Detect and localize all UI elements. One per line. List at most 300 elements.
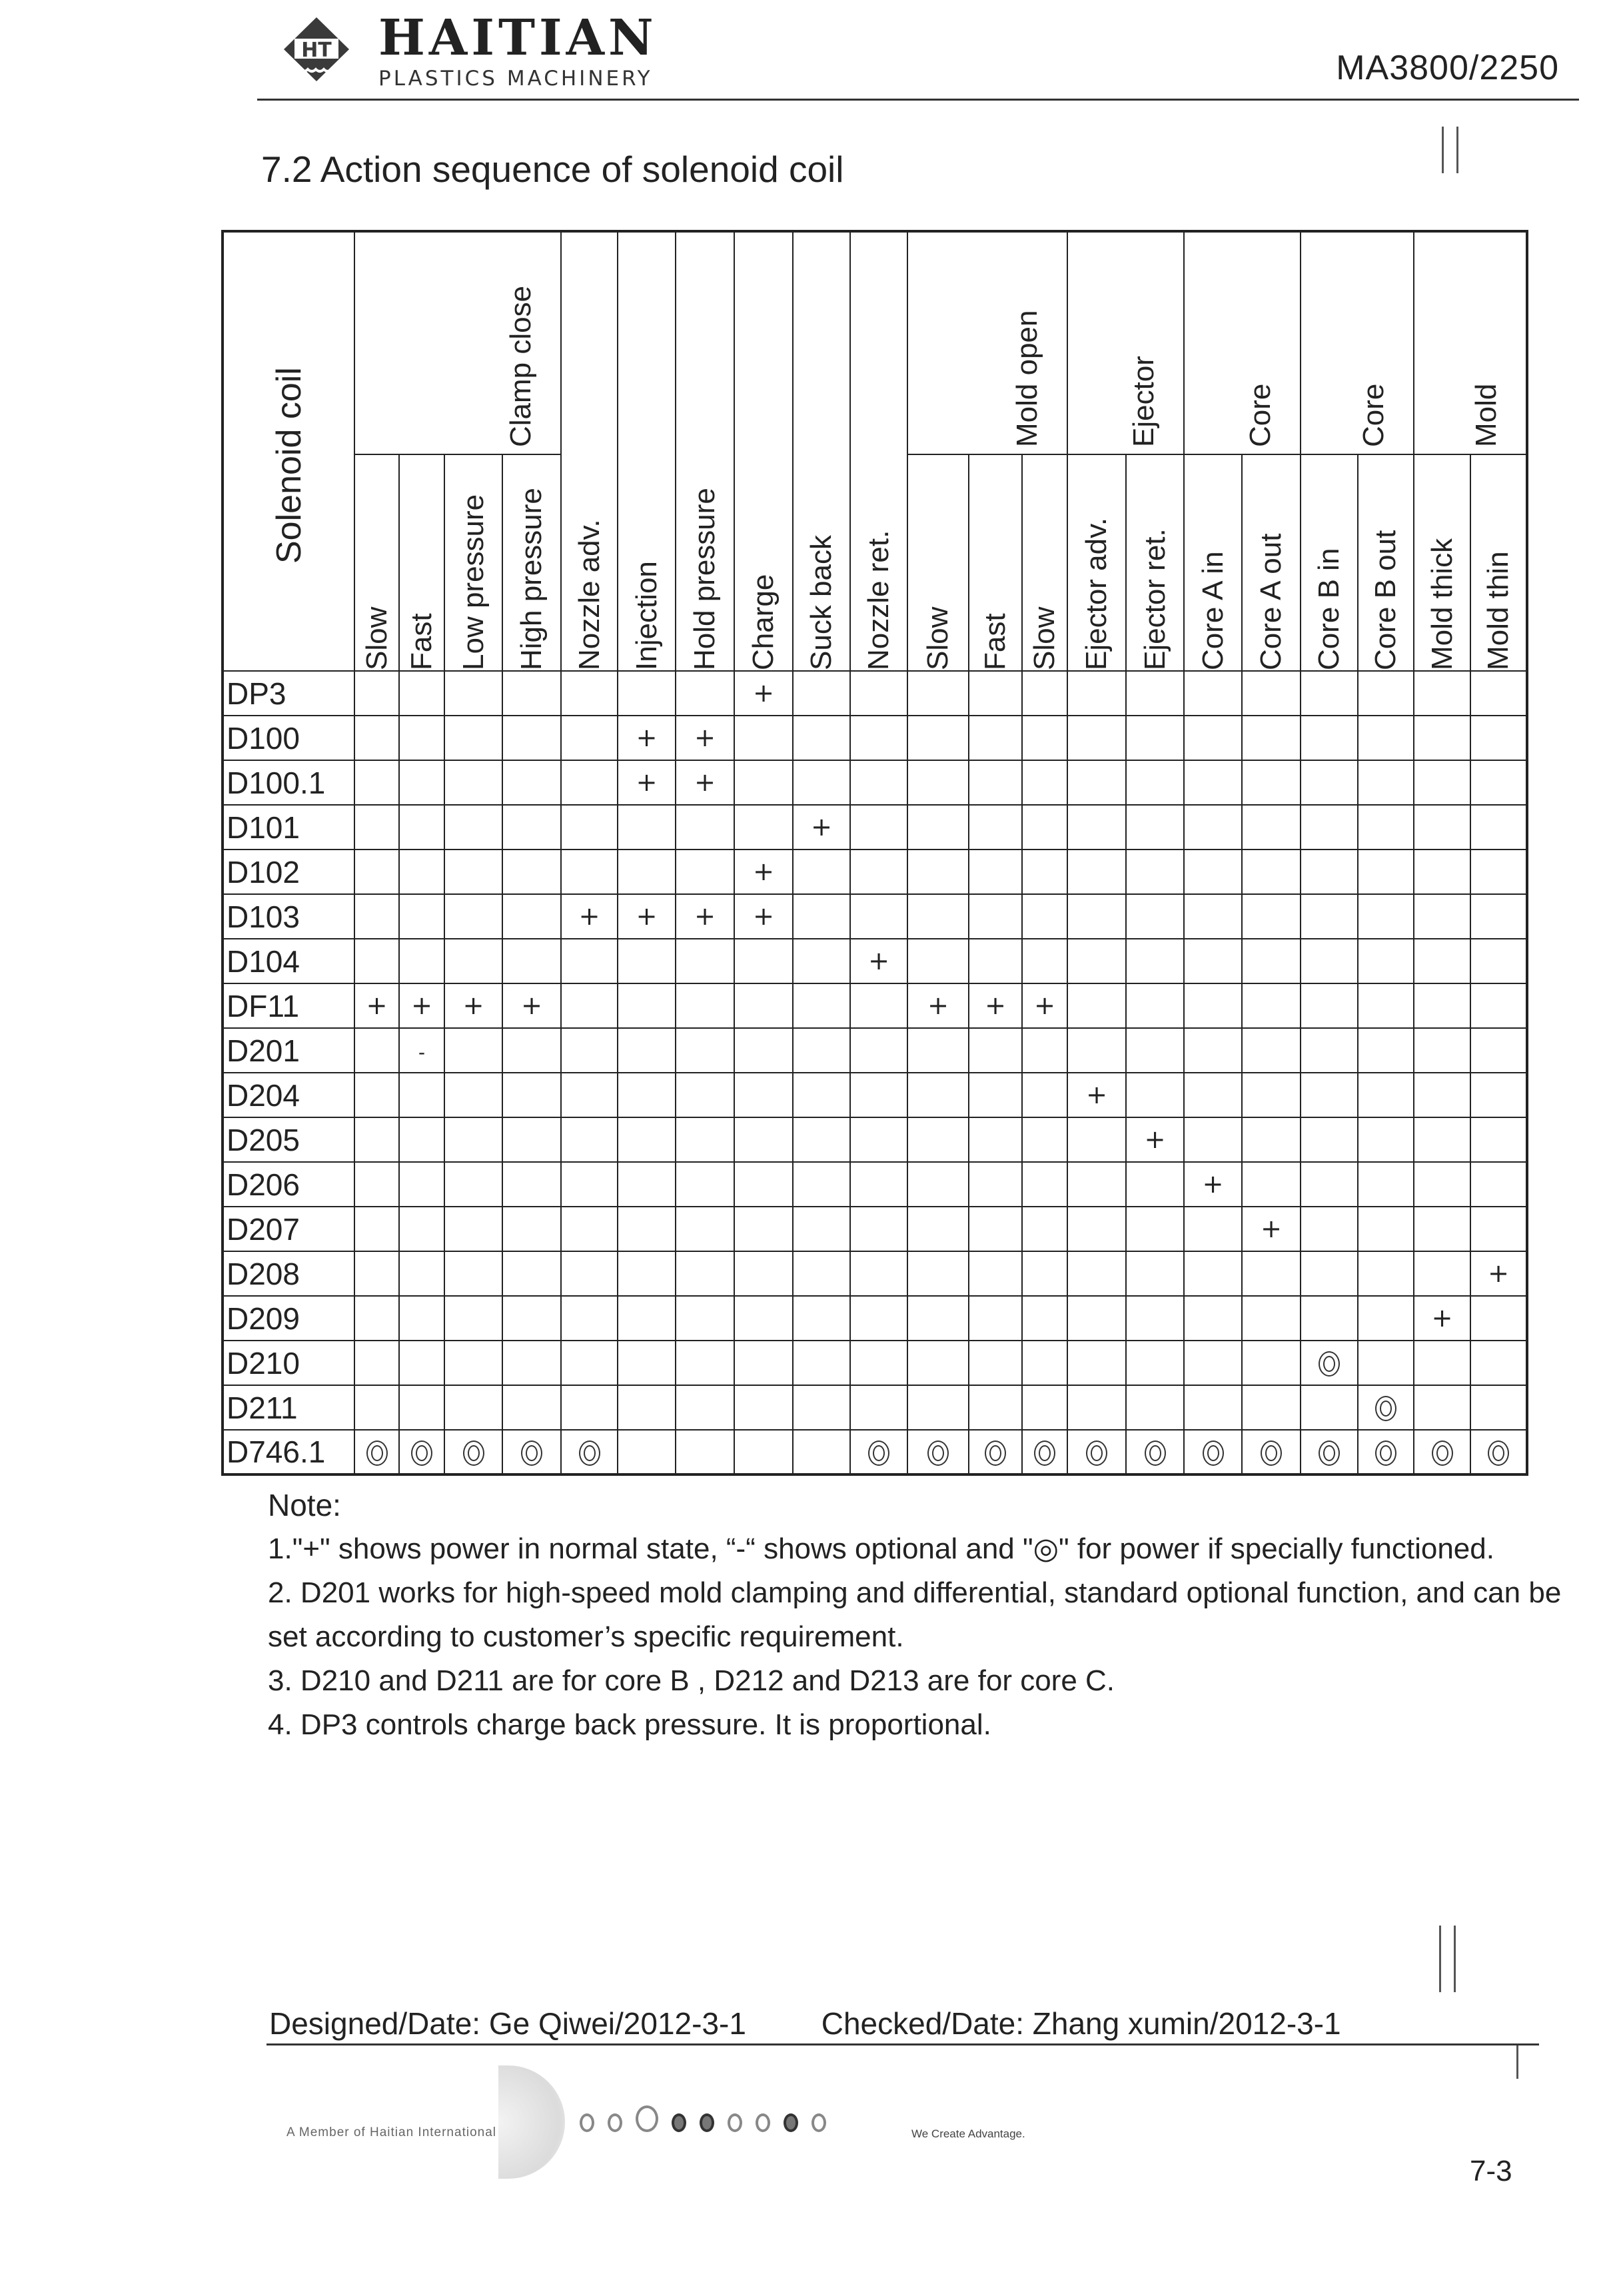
coil-label: DP3 <box>223 671 354 716</box>
sequence-cell <box>399 894 444 939</box>
sequence-cell <box>1022 894 1067 939</box>
sequence-cell <box>676 1341 734 1385</box>
sequence-cell <box>1470 850 1527 894</box>
sequence-cell <box>1242 671 1301 716</box>
column-header-label: Ejector ret. <box>1138 528 1171 670</box>
sequence-cell <box>1414 939 1470 983</box>
sequence-cell <box>1184 939 1242 983</box>
sequence-cell <box>907 1385 969 1430</box>
sequence-cell <box>502 1028 561 1073</box>
table-row <box>223 1073 1527 1117</box>
double-circle-symbol <box>1034 1440 1055 1466</box>
sequence-cell <box>399 1341 444 1385</box>
sequence-cell <box>444 805 502 850</box>
plus-symbol: + <box>636 723 658 752</box>
page-number: 7-3 <box>1470 2155 1512 2187</box>
sequence-cell <box>907 1251 969 1296</box>
sequence-cell <box>969 1117 1022 1162</box>
sequence-cell <box>354 983 399 1028</box>
sequence-cell <box>354 939 399 983</box>
sequence-cell <box>399 1430 444 1474</box>
sequence-cell <box>969 939 1022 983</box>
sequence-cell <box>850 716 907 760</box>
sequence-cell <box>1242 894 1301 939</box>
plus-symbol: + <box>1261 1214 1282 1243</box>
double-circle-symbol <box>411 1440 432 1466</box>
sequence-cell <box>1184 1073 1242 1117</box>
sequence-cell <box>1301 894 1358 939</box>
scan-artifact <box>1454 1926 1456 1992</box>
coil-label: D204 <box>223 1073 354 1117</box>
sequence-cell <box>618 760 676 805</box>
sequence-cell <box>1022 1117 1067 1162</box>
plus-symbol: + <box>366 991 388 1020</box>
sequence-cell <box>793 894 850 939</box>
sequence-cell <box>444 1073 502 1117</box>
sequence-cell <box>1470 1385 1527 1430</box>
coil-label: D205 <box>223 1117 354 1162</box>
table-row <box>223 760 1527 805</box>
sequence-cell <box>1301 1207 1358 1251</box>
sequence-cell <box>676 1162 734 1207</box>
column-header-label: Slow <box>360 606 393 670</box>
sequence-cell <box>1184 1251 1242 1296</box>
sequence-cell <box>1022 1028 1067 1073</box>
sequence-cell <box>444 850 502 894</box>
sequence-cell <box>1358 1296 1414 1341</box>
sequence-cell <box>618 939 676 983</box>
sequence-cell <box>1358 1341 1414 1385</box>
column-header <box>1414 454 1470 671</box>
sequence-cell <box>850 1430 907 1474</box>
sequence-cell <box>969 1162 1022 1207</box>
sequence-cell <box>1358 1207 1414 1251</box>
sequence-cell <box>734 1341 793 1385</box>
column-header <box>1358 454 1414 671</box>
plus-symbol: + <box>868 946 889 975</box>
sequence-cell <box>502 894 561 939</box>
sequence-cell <box>1022 983 1067 1028</box>
scan-artifact <box>1442 127 1444 173</box>
sequence-cell <box>618 1117 676 1162</box>
sequence-cell <box>354 716 399 760</box>
sequence-cell <box>676 1207 734 1251</box>
sequence-cell <box>793 1207 850 1251</box>
sequence-cell <box>1022 1296 1067 1341</box>
sequence-cell <box>734 1162 793 1207</box>
sequence-cell <box>354 1296 399 1341</box>
coil-label: D100 <box>223 716 354 760</box>
double-circle-symbol <box>1375 1396 1396 1421</box>
sequence-cell <box>399 1207 444 1251</box>
sequence-cell <box>1126 1073 1184 1117</box>
sequence-cell <box>561 1162 618 1207</box>
sequence-cell <box>850 805 907 850</box>
sequence-cell <box>354 1073 399 1117</box>
sequence-cell <box>1242 1207 1301 1251</box>
sequence-cell <box>1022 1207 1067 1251</box>
sequence-cell <box>1301 1117 1358 1162</box>
sequence-cell <box>354 894 399 939</box>
sequence-cell <box>969 983 1022 1028</box>
sequence-cell <box>561 1207 618 1251</box>
sequence-cell <box>793 1251 850 1296</box>
sequence-cell <box>969 1296 1022 1341</box>
sequence-cell <box>1126 894 1184 939</box>
sequence-cell <box>1301 1341 1358 1385</box>
sequence-cell <box>618 894 676 939</box>
sequence-cell <box>618 983 676 1028</box>
sequence-cell <box>444 760 502 805</box>
sequence-cell <box>907 805 969 850</box>
column-header <box>1301 454 1358 671</box>
sequence-cell <box>1067 1251 1126 1296</box>
group-header-label: Mold <box>1470 383 1503 447</box>
sequence-cell <box>1022 1162 1067 1207</box>
sequence-cell <box>850 1385 907 1430</box>
sequence-cell <box>793 805 850 850</box>
sequence-cell <box>1022 850 1067 894</box>
column-header-label: Slow <box>1028 606 1061 670</box>
sequence-cell <box>354 671 399 716</box>
sequence-cell <box>793 1028 850 1073</box>
group-header <box>1184 231 1301 454</box>
sequence-cell <box>1242 1117 1301 1162</box>
sequence-cell <box>561 1430 618 1474</box>
sequence-cell <box>1184 805 1242 850</box>
double-circle-symbol <box>1086 1440 1107 1466</box>
person-icon <box>756 2113 770 2132</box>
sequence-cell <box>793 1117 850 1162</box>
sequence-cell <box>354 760 399 805</box>
sequence-cell <box>734 983 793 1028</box>
sequence-cell <box>1184 716 1242 760</box>
sequence-cell <box>1126 1296 1184 1341</box>
sequence-cell <box>1126 1385 1184 1430</box>
sequence-cell <box>1067 671 1126 716</box>
double-circle-symbol <box>579 1440 600 1466</box>
person-icon <box>700 2113 714 2132</box>
sequence-cell <box>1067 1296 1126 1341</box>
sequence-cell <box>1470 983 1527 1028</box>
group-header <box>1301 231 1414 454</box>
sequence-cell <box>793 1162 850 1207</box>
sequence-cell <box>1358 1073 1414 1117</box>
sequence-cell <box>561 760 618 805</box>
column-header-label: Core B in <box>1313 548 1346 670</box>
sequence-cell <box>1470 671 1527 716</box>
person-icon <box>636 2105 658 2132</box>
sequence-cell <box>734 1385 793 1430</box>
sequence-cell <box>793 1296 850 1341</box>
column-header <box>1184 454 1242 671</box>
person-icon <box>728 2113 742 2132</box>
sequence-cell <box>1301 1385 1358 1430</box>
coil-label: DF11 <box>223 983 354 1028</box>
sequence-cell <box>969 716 1022 760</box>
sequence-cell <box>676 805 734 850</box>
people-icons <box>580 2105 826 2132</box>
table-row <box>223 671 1527 716</box>
sequence-cell <box>399 1251 444 1296</box>
column-header <box>444 454 502 671</box>
signoff-divider <box>267 2043 1539 2045</box>
sequence-cell <box>1242 983 1301 1028</box>
column-header-label: Fast <box>405 613 438 670</box>
sequence-cell <box>676 894 734 939</box>
sequence-cell <box>734 1028 793 1073</box>
column-header <box>1242 454 1301 671</box>
sequence-cell <box>618 1162 676 1207</box>
column-header-label: Fast <box>979 613 1011 670</box>
sequence-cell <box>1184 1207 1242 1251</box>
sequence-cell <box>399 671 444 716</box>
sequence-cell <box>1242 1251 1301 1296</box>
column-header <box>793 231 850 671</box>
plus-symbol: + <box>694 768 716 797</box>
sequence-cell <box>850 760 907 805</box>
double-circle-symbol <box>1261 1440 1282 1466</box>
sequence-cell <box>969 760 1022 805</box>
table-row <box>223 1296 1527 1341</box>
sequence-cell <box>1242 716 1301 760</box>
sequence-cell <box>793 983 850 1028</box>
sequence-cell <box>1414 1117 1470 1162</box>
double-circle-symbol <box>521 1440 542 1466</box>
scan-artifact <box>1516 2045 1518 2079</box>
column-header-label: Mold thin <box>1482 551 1515 670</box>
sequence-cell <box>1126 1162 1184 1207</box>
sequence-cell <box>1358 1430 1414 1474</box>
person-icon <box>608 2113 622 2132</box>
sequence-cell <box>561 805 618 850</box>
sequence-cell <box>1470 1251 1527 1296</box>
sequence-cell <box>399 760 444 805</box>
sequence-cell <box>618 1430 676 1474</box>
sequence-cell <box>1242 1341 1301 1385</box>
column-header-label: Core B out <box>1369 530 1402 670</box>
sequence-cell <box>502 805 561 850</box>
sequence-cell <box>734 894 793 939</box>
sequence-cell <box>1184 983 1242 1028</box>
sequence-cell <box>618 850 676 894</box>
column-header-label: Core A out <box>1255 533 1288 670</box>
sequence-cell <box>561 939 618 983</box>
sequence-cell <box>1184 760 1242 805</box>
sequence-cell <box>618 1296 676 1341</box>
sequence-cell <box>399 850 444 894</box>
sequence-cell <box>676 760 734 805</box>
sequence-cell <box>1022 760 1067 805</box>
coil-label: D102 <box>223 850 354 894</box>
sequence-cell <box>444 1207 502 1251</box>
sequence-cell <box>444 983 502 1028</box>
plus-symbol: + <box>811 812 832 842</box>
solenoid-sequence-table <box>221 230 1528 1476</box>
coil-label: D101 <box>223 805 354 850</box>
sequence-cell <box>1414 760 1470 805</box>
sequence-cell <box>1301 850 1358 894</box>
sequence-cell <box>1067 1028 1126 1073</box>
sequence-cell <box>561 1251 618 1296</box>
coil-label: D209 <box>223 1296 354 1341</box>
sequence-cell <box>1358 716 1414 760</box>
sequence-cell <box>734 805 793 850</box>
sequence-cell <box>1126 939 1184 983</box>
sequence-cell <box>1184 1341 1242 1385</box>
sequence-cell <box>1414 850 1470 894</box>
coil-label: D100.1 <box>223 760 354 805</box>
table-row <box>223 1341 1527 1385</box>
sequence-cell <box>1126 671 1184 716</box>
sequence-cell <box>354 805 399 850</box>
double-circle-symbol <box>1319 1351 1340 1377</box>
sequence-cell <box>734 850 793 894</box>
table-row <box>223 1117 1527 1162</box>
sequence-cell <box>618 716 676 760</box>
sequence-cell <box>969 850 1022 894</box>
sequence-cell <box>1126 1028 1184 1073</box>
plus-symbol: + <box>411 991 432 1020</box>
designed-by: Designed/Date: Ge Qiwei/2012-3-1 <box>269 2006 746 2041</box>
sequence-cell <box>1022 1251 1067 1296</box>
column-header <box>502 454 561 671</box>
sequence-cell <box>850 1028 907 1073</box>
sequence-cell <box>1414 1430 1470 1474</box>
sequence-cell <box>676 850 734 894</box>
sequence-cell <box>1022 1341 1067 1385</box>
globe-graphic <box>498 2065 565 2179</box>
sequence-cell <box>1414 671 1470 716</box>
sequence-cell <box>502 671 561 716</box>
sequence-cell <box>561 894 618 939</box>
sequence-cell <box>850 1073 907 1117</box>
plus-symbol: + <box>985 991 1006 1020</box>
sequence-cell <box>354 1117 399 1162</box>
sequence-cell <box>850 939 907 983</box>
sequence-cell <box>1414 1385 1470 1430</box>
sequence-cell <box>444 1385 502 1430</box>
sequence-cell <box>734 671 793 716</box>
plus-symbol: + <box>694 901 716 931</box>
double-circle-symbol <box>1319 1440 1340 1466</box>
sequence-cell <box>907 1117 969 1162</box>
double-circle-symbol <box>1203 1440 1224 1466</box>
sequence-cell <box>1242 1430 1301 1474</box>
sequence-cell <box>676 1073 734 1117</box>
double-circle-symbol <box>1375 1440 1396 1466</box>
group-header-label: Clamp close <box>504 285 537 447</box>
sequence-cell <box>502 1251 561 1296</box>
sequence-cell <box>618 671 676 716</box>
sequence-cell <box>1470 1073 1527 1117</box>
plus-symbol: + <box>636 768 658 797</box>
coil-label: D210 <box>223 1341 354 1385</box>
sequence-cell <box>1358 671 1414 716</box>
column-header-label: Slow <box>921 606 954 670</box>
column-header-label: Hold pressure <box>688 488 721 670</box>
double-circle-symbol <box>1432 1440 1453 1466</box>
sequence-cell <box>850 1117 907 1162</box>
sequence-cell <box>1242 1028 1301 1073</box>
sequence-cell <box>444 1296 502 1341</box>
sequence-cell <box>969 894 1022 939</box>
sequence-cell <box>1470 760 1527 805</box>
sequence-cell <box>1242 850 1301 894</box>
sequence-cell <box>676 1251 734 1296</box>
sequence-cell <box>907 716 969 760</box>
sequence-cell <box>907 1430 969 1474</box>
sequence-cell <box>1242 1073 1301 1117</box>
corner-label: Solenoid coil <box>269 367 308 564</box>
column-header-label: Nozzle ret. <box>862 530 895 670</box>
member-text: A Member of Haitian International <box>286 2125 496 2139</box>
sequence-cell <box>1414 1207 1470 1251</box>
sequence-cell <box>734 1073 793 1117</box>
sequence-cell <box>1301 939 1358 983</box>
sequence-cell <box>502 1117 561 1162</box>
note-item: 4. DP3 controls charge back pressure. It is proportional. <box>268 1708 991 1741</box>
sequence-cell <box>1126 850 1184 894</box>
double-circle-symbol <box>985 1440 1006 1466</box>
sequence-cell <box>1301 1251 1358 1296</box>
sequence-cell <box>793 1430 850 1474</box>
sequence-cell <box>1301 671 1358 716</box>
plus-symbol: + <box>927 991 949 1020</box>
column-header <box>1126 454 1184 671</box>
sequence-cell <box>850 671 907 716</box>
double-circle-symbol <box>366 1440 388 1466</box>
double-circle-symbol <box>1488 1440 1509 1466</box>
sequence-cell <box>1301 805 1358 850</box>
sequence-cell <box>850 894 907 939</box>
sequence-cell <box>444 1430 502 1474</box>
plus-symbol: + <box>753 901 774 931</box>
sequence-cell <box>793 760 850 805</box>
group-header-label: Core <box>1244 383 1277 447</box>
sequence-cell <box>1414 1296 1470 1341</box>
document-code: MA3800/2250 <box>1336 49 1559 87</box>
sequence-cell <box>1358 939 1414 983</box>
plus-symbol: + <box>1202 1169 1224 1199</box>
sequence-cell <box>1358 805 1414 850</box>
plus-symbol: + <box>1431 1303 1453 1333</box>
sequence-cell <box>502 850 561 894</box>
sequence-cell <box>561 671 618 716</box>
plus-symbol: + <box>694 723 716 752</box>
sequence-cell <box>969 671 1022 716</box>
group-header <box>354 231 561 454</box>
column-header <box>1470 454 1527 671</box>
sequence-cell <box>969 805 1022 850</box>
plus-symbol: + <box>1144 1125 1166 1154</box>
sequence-cell <box>1242 1162 1301 1207</box>
sequence-cell <box>444 1251 502 1296</box>
sequence-cell <box>793 1073 850 1117</box>
sequence-cell <box>969 1251 1022 1296</box>
double-circle-symbol <box>927 1440 949 1466</box>
sequence-cell <box>399 805 444 850</box>
sequence-cell <box>1242 1385 1301 1430</box>
sequence-cell <box>1301 1296 1358 1341</box>
column-header-label: Nozzle adv. <box>572 519 606 670</box>
coil-label: D207 <box>223 1207 354 1251</box>
sequence-cell <box>1242 805 1301 850</box>
sequence-cell <box>399 1296 444 1341</box>
sequence-cell <box>444 894 502 939</box>
sequence-cell <box>618 1251 676 1296</box>
sequence-cell <box>1022 805 1067 850</box>
